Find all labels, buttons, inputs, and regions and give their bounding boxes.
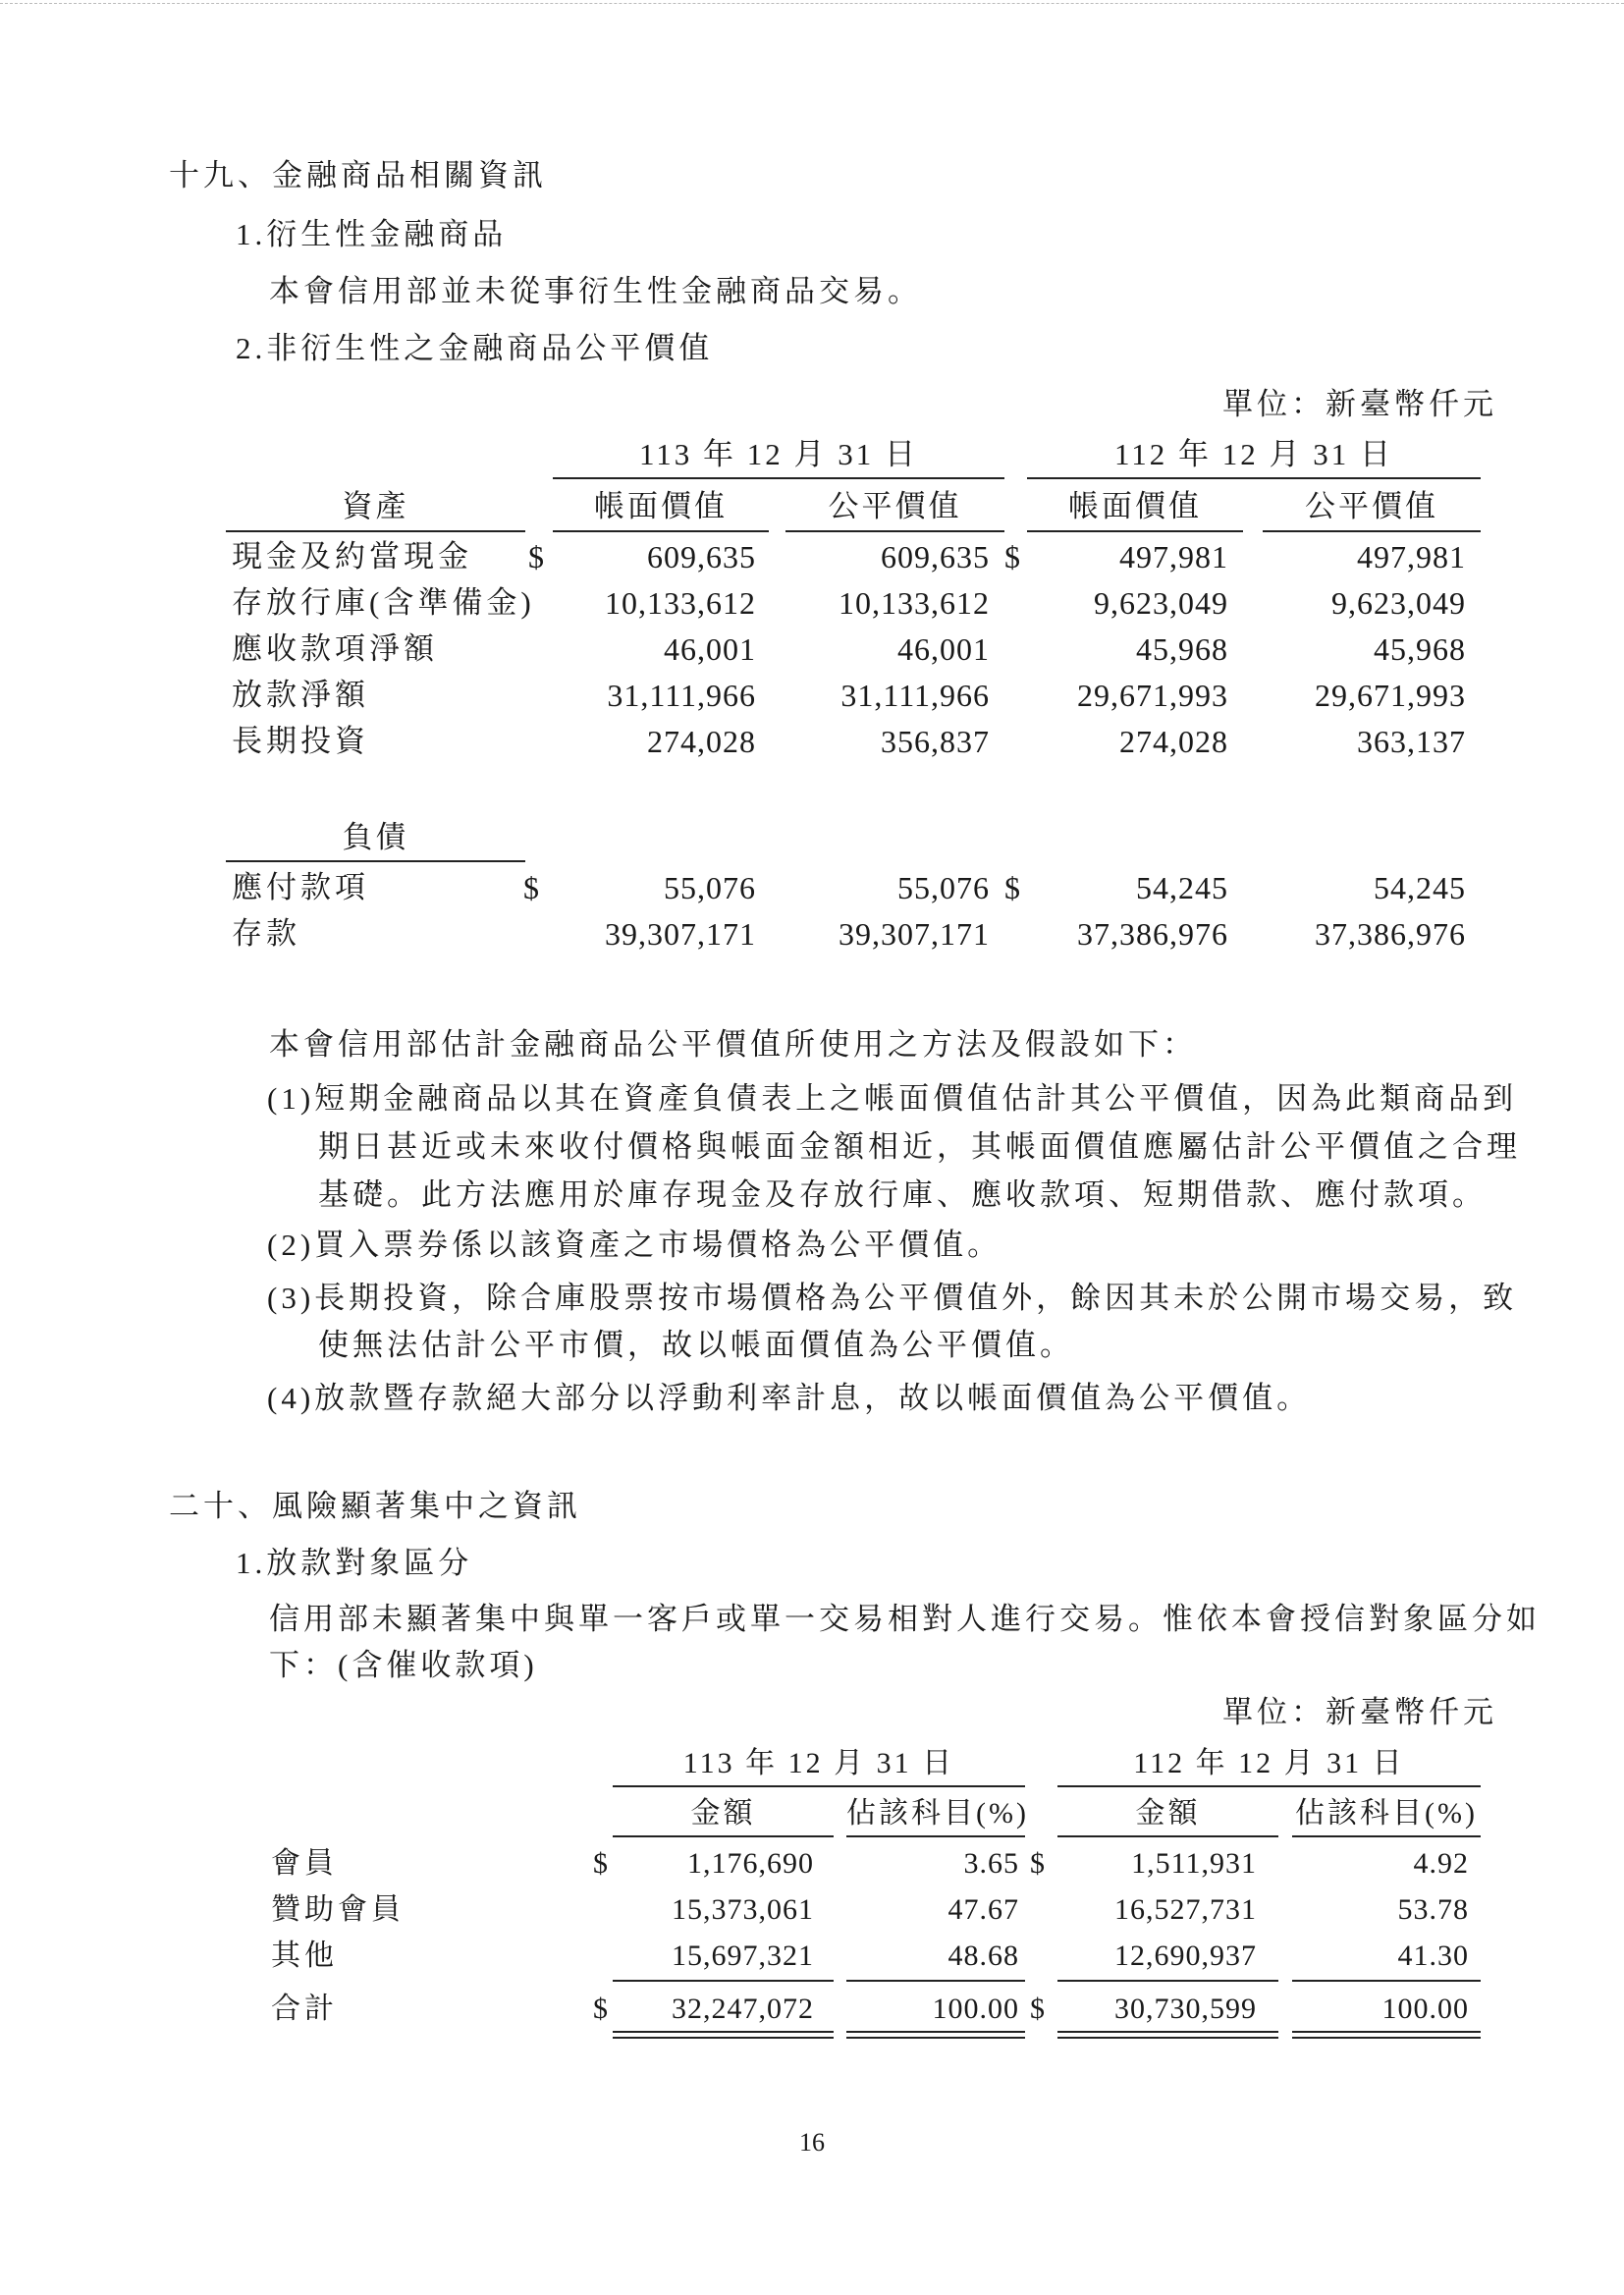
- liabilities-header-underline: [226, 860, 525, 862]
- amount-112: 12,690,937: [1114, 1940, 1257, 1972]
- book-113: 55,076: [664, 870, 756, 905]
- period-underline-112: [1057, 1785, 1481, 1787]
- currency-symbol: $: [1004, 870, 1021, 905]
- total-double-underline: [1292, 2031, 1481, 2039]
- pct-113: 3.65: [963, 1847, 1019, 1880]
- col-underline: [553, 530, 769, 532]
- item-1-title: 1.衍生性金融商品: [236, 217, 508, 251]
- col-underline: [1057, 1835, 1278, 1837]
- method-3-line-1: (3)長期投資，除合庫股票按市場價格為公平價值外，餘因其未於公開市場交易，致: [267, 1281, 1518, 1315]
- amount-112: 16,527,731: [1114, 1893, 1257, 1926]
- pct-113: 47.67: [947, 1893, 1019, 1926]
- total-label: 合計: [271, 1993, 338, 2025]
- currency-symbol: $: [523, 870, 540, 905]
- row-label: 現金及約當現金: [232, 539, 472, 574]
- total-double-underline: [613, 2031, 834, 2039]
- amount-112: 1,511,931: [1131, 1847, 1257, 1880]
- period-header-112: 112 年 12 月 31 日: [1113, 437, 1394, 471]
- amount-113: 15,697,321: [672, 1940, 814, 1972]
- currency-symbol: $: [593, 1993, 609, 2025]
- page-number: 16: [799, 2128, 825, 2157]
- book-113: 10,133,612: [605, 585, 756, 621]
- assets-header: 資產: [342, 489, 409, 523]
- subtotal-line: [1057, 1980, 1278, 1982]
- col-underline: [846, 1835, 1025, 1837]
- pct-112: 41.30: [1397, 1940, 1469, 1972]
- col-amount-113: 金額: [690, 1797, 756, 1830]
- currency-symbol: $: [528, 539, 545, 574]
- period-underline-112: [1027, 477, 1481, 479]
- fair-113: 55,076: [897, 870, 990, 905]
- col-book-113: 帳面價值: [594, 489, 728, 523]
- item-1-text: 本會信用部並未從事衍生性金融商品交易。: [269, 274, 922, 308]
- book-113: 39,307,171: [605, 916, 756, 952]
- subtotal-line: [613, 1980, 834, 1982]
- fair-113: 46,001: [897, 631, 990, 667]
- section-20-heading: 二十、風險顯著集中之資訊: [169, 1489, 581, 1523]
- amount-113: 1,176,690: [687, 1847, 814, 1880]
- fair-113: 10,133,612: [839, 585, 990, 621]
- book-113: 274,028: [647, 724, 756, 759]
- book-113: 46,001: [664, 631, 756, 667]
- liabilities-header: 負債: [342, 820, 409, 854]
- row-label: 應付款項: [232, 870, 369, 904]
- col-fair-113: 公平價值: [828, 489, 962, 523]
- col-amount-112: 金額: [1135, 1797, 1201, 1830]
- fair-113: 609,635: [881, 539, 990, 574]
- fair-112: 37,386,976: [1315, 916, 1466, 952]
- method-2: (2)買入票券係以該資產之市場價格為公平價值。: [267, 1228, 1002, 1262]
- col-book-112: 帳面價值: [1068, 489, 1202, 523]
- row-label: 會員: [271, 1847, 338, 1880]
- unit-label: 單位：新臺幣仟元: [1222, 1695, 1497, 1729]
- section-19-heading: 十九、金融商品相關資訊: [169, 158, 547, 192]
- book-112: 9,623,049: [1094, 585, 1228, 621]
- unit-label: 單位：新臺幣仟元: [1222, 387, 1497, 421]
- row-label: 存放行庫(含準備金): [232, 585, 535, 620]
- scan-top-edge: [0, 3, 1624, 5]
- book-112: 45,968: [1136, 631, 1228, 667]
- method-1-line-1: (1)短期金融商品以其在資產負債表上之帳面價值估計其公平價值，因為此類商品到: [267, 1081, 1518, 1116]
- col-underline: [1027, 530, 1243, 532]
- fair-112: 497,981: [1357, 539, 1466, 574]
- col-pct-113: 佔該科目(%): [846, 1797, 1029, 1830]
- subtotal-line: [846, 1980, 1025, 1982]
- currency-symbol: $: [1030, 1993, 1046, 2025]
- method-1-line-2: 期日甚近或未來收付價格與帳面金額相近，其帳面價值應屬估計公平價值之合理: [318, 1129, 1521, 1164]
- fair-113: 39,307,171: [839, 916, 990, 952]
- row-label: 長期投資: [232, 724, 369, 758]
- col-underline: [1263, 530, 1481, 532]
- assets-header-underline: [226, 530, 525, 532]
- row-label: 應收款項淨額: [232, 631, 438, 666]
- total-pct-112: 100.00: [1381, 1993, 1469, 2025]
- period-underline-113: [613, 1785, 1025, 1787]
- method-3-line-2: 使無法估計公平市價，故以帳面價值為公平價值。: [318, 1328, 1074, 1362]
- pct-112: 53.78: [1397, 1893, 1469, 1926]
- fair-112: 29,671,993: [1315, 678, 1466, 713]
- fair-112: 45,968: [1374, 631, 1466, 667]
- row-label: 贊助會員: [271, 1893, 405, 1926]
- period-header-113: 113 年 12 月 31 日: [638, 437, 919, 471]
- book-113: 609,635: [647, 539, 756, 574]
- loan-text-line-1: 信用部未顯著集中與單一客戶或單一交易相對人進行交易。惟依本會授信對象區分如: [269, 1602, 1541, 1636]
- method-4: (4)放款暨存款絕大部分以浮動利率計息，故以帳面價值為公平價值。: [267, 1381, 1312, 1415]
- total-double-underline: [846, 2031, 1025, 2039]
- book-112: 497,981: [1119, 539, 1228, 574]
- col-pct-112: 佔該科目(%): [1295, 1797, 1478, 1830]
- fair-113: 31,111,966: [840, 678, 990, 713]
- subtotal-line: [1292, 1980, 1481, 1982]
- pct-112: 4.92: [1413, 1847, 1469, 1880]
- col-underline: [613, 1835, 834, 1837]
- book-112: 274,028: [1119, 724, 1228, 759]
- fair-112: 9,623,049: [1331, 585, 1466, 621]
- pct-113: 48.68: [947, 1940, 1019, 1972]
- col-underline: [785, 530, 1004, 532]
- total-amount-113: 32,247,072: [672, 1993, 814, 2025]
- book-112: 54,245: [1136, 870, 1228, 905]
- currency-symbol: $: [1030, 1847, 1046, 1880]
- total-amount-112: 30,730,599: [1114, 1993, 1257, 2025]
- book-112: 29,671,993: [1077, 678, 1228, 713]
- col-fair-112: 公平價值: [1305, 489, 1438, 523]
- amount-113: 15,373,061: [672, 1893, 814, 1926]
- row-label: 存款: [232, 916, 300, 951]
- method-1-line-3: 基礎。此方法應用於庫存現金及存放行庫、應收款項、短期借款、應付款項。: [318, 1177, 1487, 1212]
- methods-intro: 本會信用部估計金融商品公平價值所使用之方法及假設如下：: [269, 1027, 1197, 1062]
- book-112: 37,386,976: [1077, 916, 1228, 952]
- total-double-underline: [1057, 2031, 1278, 2039]
- loan-text-line-2: 下：(含催收款項): [269, 1648, 538, 1682]
- period-header-113: 113 年 12 月 31 日: [682, 1747, 955, 1779]
- row-label: 其他: [271, 1940, 338, 1972]
- period-header-112: 112 年 12 月 31 日: [1133, 1747, 1405, 1779]
- fair-113: 356,837: [881, 724, 990, 759]
- col-underline: [1292, 1835, 1481, 1837]
- loan-item-1-title: 1.放款對象區分: [236, 1546, 473, 1580]
- book-113: 31,111,966: [607, 678, 756, 713]
- currency-symbol: $: [1004, 539, 1021, 574]
- item-2-title: 2.非衍生性之金融商品公平價值: [236, 331, 714, 365]
- period-underline-113: [553, 477, 1004, 479]
- fair-112: 54,245: [1374, 870, 1466, 905]
- total-pct-113: 100.00: [932, 1993, 1019, 2025]
- fair-112: 363,137: [1357, 724, 1466, 759]
- currency-symbol: $: [593, 1847, 609, 1880]
- row-label: 放款淨額: [232, 678, 369, 712]
